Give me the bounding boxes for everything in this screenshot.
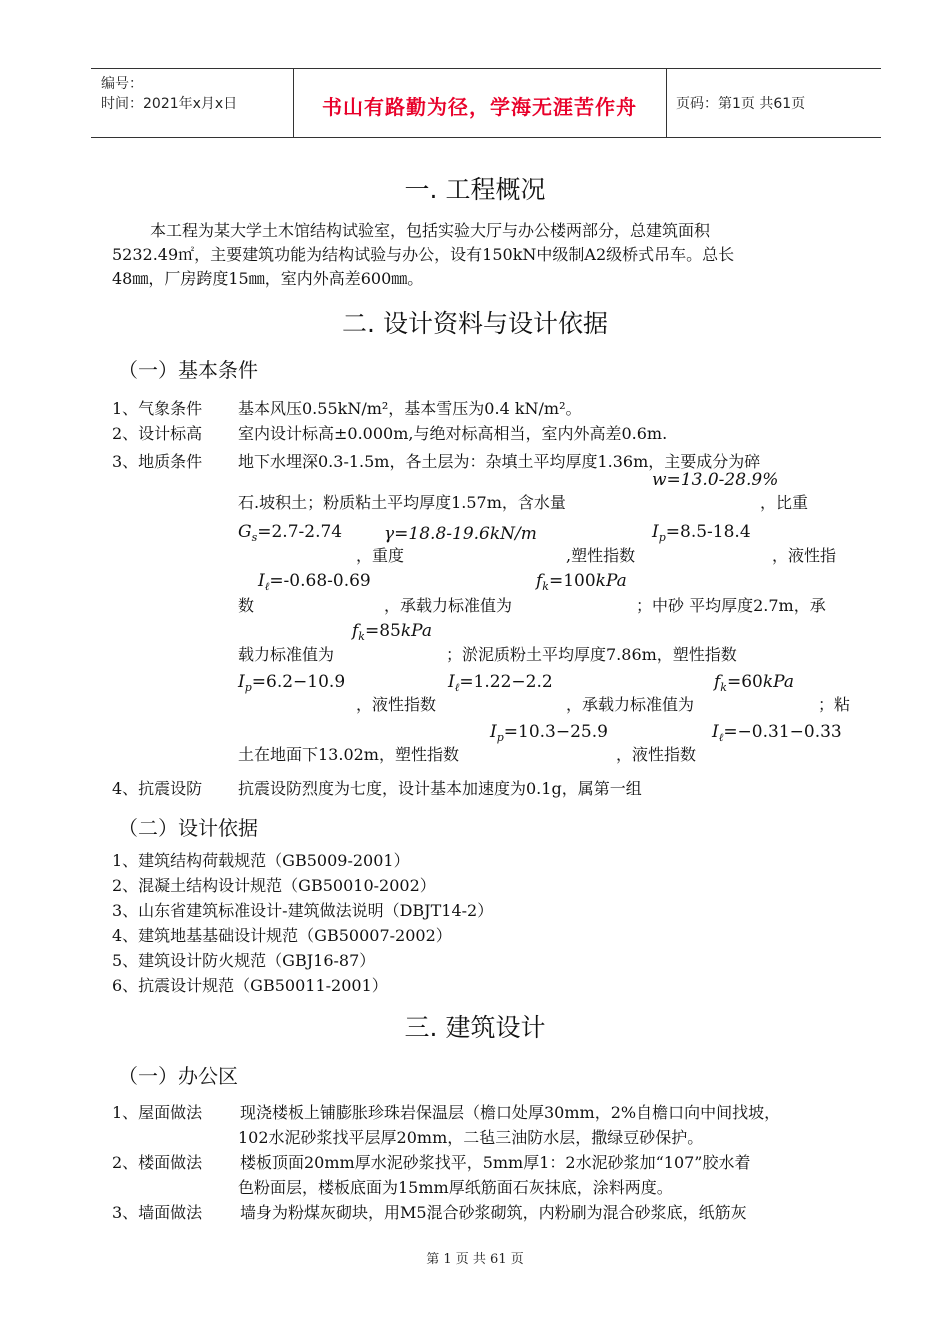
formula-il3-value: =−0.31−0.33: [723, 722, 842, 742]
subheading-office-area: （一）办公区: [118, 1064, 238, 1088]
arch-num-3: 3、墙面做法: [112, 1203, 203, 1222]
geo-line-3a: ，重度: [356, 546, 405, 565]
list-item: 6、抗震设计规范（GB50011-2001）: [112, 976, 388, 995]
list-item: 1、建筑结构荷载规范（GB5009-2001）: [112, 851, 410, 870]
formula-fk3-unit: kPa: [762, 672, 794, 692]
header-meta-cell: [91, 69, 294, 137]
geo-line-6a: ，液性指数: [356, 695, 437, 714]
geo-line-6c: ；粘: [818, 695, 851, 714]
list-item: 4、建筑地基基础设计规范（GB50007-2002）: [112, 926, 452, 945]
condition-text-3: 地下水埋深0.3-1.5m，各土层为：杂填土平均厚度1.36m，主要成分为碎: [238, 452, 761, 471]
formula-fk1-unit: kPa: [595, 571, 627, 591]
time-label: 时间：2021年x月x日: [101, 96, 238, 112]
formula-gamma-text: γ=18.8-19.6kN/m: [384, 524, 537, 544]
formula-il1-value: =-0.68-0.69: [269, 571, 371, 591]
header-motto-cell: [293, 69, 667, 137]
geo-line-7a: 土在地面下13.02m，塑性指数: [238, 745, 459, 764]
condition-num-2: 2、设计标高: [112, 424, 203, 443]
arch-num-1: 1、屋面做法: [112, 1103, 203, 1122]
list-item: 5、建筑设计防火规范（GBJ16-87）: [112, 951, 376, 970]
formula-ip3-value: =10.3−25.9: [503, 722, 608, 742]
formula-ip3: $I_p=10.3-25.9$: [490, 722, 608, 744]
geo-line-5a: 载力标准值为: [238, 645, 335, 664]
section-title-design-basis: 二. 设计资料与设计依据: [342, 309, 608, 338]
formula-ip1-value: =8.5-18.4: [665, 522, 751, 542]
list-item: 3、山东省建筑标准设计-建筑做法说明（DBJT14-2）: [112, 901, 494, 920]
formula-il2: $I_\ell=1.22-2.2$: [448, 672, 553, 694]
arch-text-1a: 现浇楼板上铺膨胀珍珠岩保温层（檐口处厚30mm，2%自檐口向中间找坡，: [240, 1103, 781, 1122]
formula-gamma: [384, 524, 537, 544]
geo-line-4b: ，承载力标准值为: [384, 596, 513, 615]
geo-line-3c: ，液性指: [772, 546, 837, 565]
subheading-design-basis: （二）设计依据: [118, 816, 258, 840]
formula-ip1: $I_p=8.5-18.4$: [652, 522, 751, 544]
formula-ip2: $I_p=6.2-10.9$: [238, 672, 346, 694]
condition-text-4: 抗震设防烈度为七度，设计基本加速度为0.1g，属第一组: [238, 779, 642, 798]
geo-line-2b: ，比重: [760, 493, 809, 512]
formula-ip2-value: =6.2−10.9: [251, 672, 346, 692]
subheading-basic-conditions: （一）基本条件: [118, 358, 258, 382]
condition-num-1: 1、气象条件: [112, 399, 203, 418]
condition-num-3: 3、地质条件: [112, 452, 203, 471]
formula-fk2-value: =85: [364, 621, 401, 641]
geo-line-4a: 数: [238, 596, 255, 615]
arch-text-2a: 楼板顶面20mm厚水泥砂浆找平，5mm厚1：2水泥砂浆加“107”胶水着: [240, 1153, 751, 1172]
page-info: 页码：第1页 共61页: [676, 96, 806, 112]
formula-gs: $G_s=2.7-2.74$: [238, 522, 343, 544]
arch-text-1b: 102水泥砂浆找平层厚20mm，二毡三油防水层，撒绿豆砂保护。: [238, 1128, 704, 1147]
design-basis-list: [112, 848, 493, 998]
formula-fk3: $f_k=60kPa$: [714, 672, 794, 694]
condition-text-2: 室内设计标高±0.000m,与绝对标高相当，室内外高差0.6m.: [238, 424, 668, 443]
formula-water-content: [652, 470, 778, 490]
formula-gs-value: =2.7-2.74: [257, 522, 343, 542]
formula-il1: $I_\ell=-0.68-0.69$: [258, 571, 371, 593]
geo-line-5b: ；淤泥质粉土平均厚度7.86m，塑性指数: [446, 645, 737, 664]
overview-line-3: 48㎜，厂房跨度15㎜，室内外高差600㎜。: [112, 269, 424, 288]
page-header: [91, 68, 881, 138]
geo-line-4c: ；中砂 平均厚度2.7m，承: [636, 596, 826, 615]
arch-text-2b: 色粉面层，楼板底面为15mm厚纸筋面石灰抹底，涂料两度。: [238, 1178, 673, 1197]
formula-fk2: $f_k=85kPa$: [352, 621, 432, 643]
overview-line-1: 本工程为某大学土木馆结构试验室，包括实验大厅与办公楼两部分，总建筑面积: [150, 221, 711, 240]
formula-fk2-unit: kPa: [400, 621, 432, 641]
formula-fk3-value: =60: [726, 672, 763, 692]
formula-il2-value: =1.22−2.2: [459, 672, 553, 692]
formula-w-text: w=13.0-28.9%: [652, 470, 779, 490]
geo-line-6b: ，承载力标准值为: [566, 695, 695, 714]
condition-text-1: 基本风压0.55kN/m²，基本雪压为0.4 kN/m²。: [238, 399, 582, 418]
serial-label: 编号：: [101, 76, 143, 92]
geo-line-3b: ,塑性指数: [566, 546, 636, 565]
section-title-architecture: 三. 建筑设计: [404, 1013, 546, 1042]
condition-num-4: 4、抗震设防: [112, 779, 203, 798]
motto: 书山有路勤为径，学海无涯苦作舟: [322, 95, 637, 119]
formula-il3: $I_\ell=-0.31-0.33$: [712, 722, 842, 744]
formula-fk1: $f_k=100kPa$: [536, 571, 627, 593]
header-page-cell: [666, 69, 881, 137]
arch-text-3a: 墙身为粉煤灰砌块，用M5混合砂浆砌筑，内粉刷为混合砂浆底，纸筋灰: [240, 1203, 747, 1222]
section-title-overview: 一. 工程概况: [404, 175, 546, 204]
formula-fk1-value: =100: [548, 571, 596, 591]
list-item: 2、混凝土结构设计规范（GB50010-2002）: [112, 876, 436, 895]
arch-num-2: 2、楼面做法: [112, 1153, 203, 1172]
overview-line-2: 5232.49㎡，主要建筑功能为结构试验与办公，设有150kN中级制A2级桥式吊车。总长: [112, 245, 735, 264]
geo-line-7b: ，液性指数: [616, 745, 697, 764]
geo-line-2a: 石.坡积土；粉质粘土平均厚度1.57m，含水量: [238, 493, 566, 512]
page-footer: 第 1 页 共 61 页: [426, 1252, 524, 1267]
